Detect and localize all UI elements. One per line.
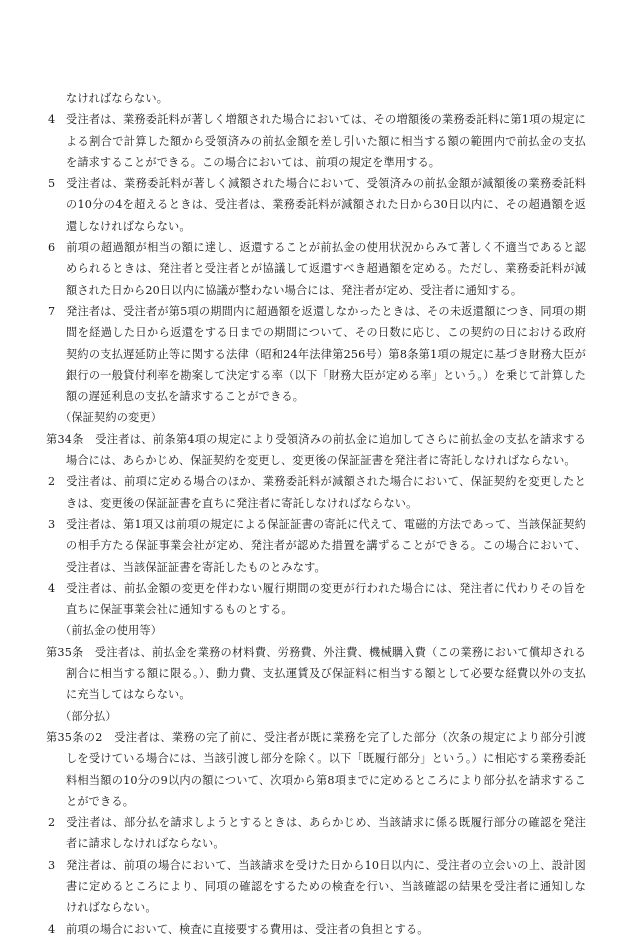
article-35-2-paragraph-4 — [48, 919, 586, 940]
paragraph-text: 受注者は、部分払を請求しようとするときは、あらかじめ、当該請求に係る既履行部分の確認を発注者に請求しなければならない。 — [66, 816, 586, 851]
article-text: 受注者は、業務の完了前に、受注者が既に業務を完了した部分（次条の規定により部分引渡しを受けている場合には、当該引渡し部分を除く。以下「既履行部分」という。）に相応する業務委託料相当額の10分の9以内の額について、次項から第8項までに定めるところにより部分払を請求することができる。 — [66, 730, 586, 808]
article-34-paragraph-2 — [48, 471, 586, 514]
paragraph-text: 前項の超過額が相当の額に達し、返還することが前払金の使用状況からみて著しく不適当であると認められるときは、発注者と受注者とが協議して返還すべき超過額を定める。ただし、業務委託料が減額された日から20日以内に協議が整わない場合には、発注者が定め、受注者に通知する。 — [66, 241, 586, 297]
article-text: 受注者は、前払金を業務の材料費、労務費、外注費、機械購入費（この業務において償却される割合に相当する額に限る。）、動力費、支払運賃及び保証料に相当する額として必要な経費以外の支払に充当してはならない。 — [66, 645, 587, 702]
article-35-heading: （前払金の使用等） — [60, 624, 163, 638]
article-35-2 — [46, 727, 586, 812]
paragraph-text: 受注者は、業務委託料が著しく増額された場合においては、その増額後の業務委託料に第1項の規定による割合で計算した額から受領済みの前払金額を差し引いた額に相当する額の範囲内で前払金の支払を請求することができる。この場合においては、前項の規定を準用する。 — [66, 113, 586, 169]
article-35-2-paragraph-3 — [48, 855, 586, 919]
article-label: 第35条の2 — [46, 730, 103, 744]
paragraph-4 — [48, 109, 586, 173]
paragraph-number: 6 — [48, 241, 56, 255]
paragraph-text: 発注者は、前項の場合において、当該請求を受けた日から10日以内に、受注者の立会いの上、設計図書に定めるところにより、同項の確認をするための検査を行い、当該確認の結果を受注者に通知しなければならない。 — [66, 858, 586, 915]
article-34-paragraph-4 — [48, 578, 586, 621]
paragraph-6 — [48, 237, 586, 301]
paragraph-7 — [48, 301, 586, 407]
article-label: 第35条 — [46, 645, 84, 659]
paragraph-number: 4 — [48, 922, 56, 936]
article-35 — [46, 642, 587, 706]
intro-text: なければならない。 — [66, 92, 169, 105]
article-35-2-heading: （部分払） — [60, 709, 117, 723]
article-34-heading: （保証契約の変更） — [60, 411, 163, 425]
paragraph-number: 5 — [48, 177, 56, 191]
paragraph-text: 受注者は、前項に定める場合のほか、業務委託料が減額された場合において、保証契約を変更したときは、変更後の保証証書を直ちに発注者に寄託しなければならない。 — [66, 475, 586, 510]
paragraph-number: 4 — [48, 113, 56, 127]
paragraph-number: 3 — [48, 517, 56, 531]
article-35-2-paragraph-2 — [48, 812, 586, 855]
paragraph-number: 4 — [48, 581, 56, 595]
article-label: 第34条 — [46, 432, 84, 446]
paragraph-text: 発注者は、受注者が第5項の期間内に超過額を返還しなかったときは、その未返還額につき、同項の期間を経過した日から返還をする日までの期間について、その日数に応じ、この契約の日における政府契約の支払遅延防止等に関する法律（昭和24年法律第256号）第8条第1項の規定に基づき財務大臣が銀行の一般貸付利率を勘案して決定する率（以下「財務大臣が定める率」という。）を乗じて計算した額の遅延利息の支払を請求することができる。 — [66, 304, 586, 404]
paragraph-text: 受注者は、業務委託料が著しく減額された場合において、受領済みの前払金額が減額後の業務委託料の10分の4を超えるときは、受注者は、業務委託料が減額された日から30日以内に、その超過額を返還しなければならない。 — [66, 177, 586, 233]
paragraph-number: 2 — [48, 816, 56, 830]
paragraph-text: 受注者は、前払金額の変更を伴わない履行期間の変更が行われた場合には、発注者に代わりその旨を直ちに保証事業会社に通知するものとする。 — [66, 581, 586, 617]
paragraph-number: 3 — [48, 858, 56, 872]
paragraph-text: 受注者は、第1項又は前項の規定による保証証書の寄託に代えて、電磁的方法であって、当該保証契約の相手方たる保証事業会社が定め、発注者が認めた措置を講ずることができる。この場合において、受注者は、当該保証証書を寄託したものとみなす。 — [66, 517, 586, 574]
paragraph-text: 前項の場合において、検査に直接要する費用は、受注者の負担とする。 — [66, 922, 429, 936]
paragraph-number: 2 — [48, 475, 56, 489]
paragraph-number: 7 — [48, 304, 56, 318]
article-text: 受注者は、前条第4項の規定により受領済みの前払金に追加してさらに前払金の支払を請求する場合には、あらかじめ、保証契約を変更し、変更後の保証証書を発注者に寄託しなければならない。 — [66, 432, 586, 468]
article-34 — [46, 429, 586, 472]
article-34-paragraph-3 — [48, 514, 586, 578]
paragraph-5 — [48, 173, 586, 237]
